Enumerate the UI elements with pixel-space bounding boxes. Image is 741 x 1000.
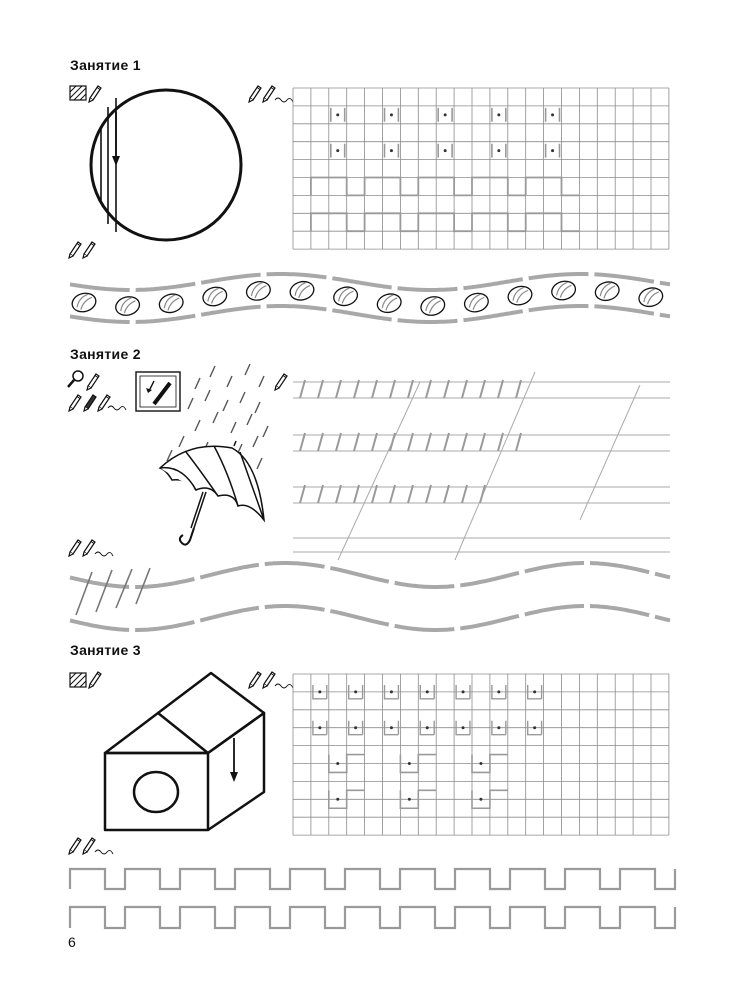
marker-icon — [84, 395, 96, 411]
pencil-icon — [69, 395, 81, 411]
wave-band-2 — [70, 563, 670, 630]
pencil-icon — [87, 374, 99, 390]
lesson-3-title: Занятие 3 — [70, 642, 141, 658]
pencil-icon — [263, 672, 275, 688]
magnifier-icon — [68, 371, 83, 387]
pencil-icon — [89, 86, 101, 102]
page-number: 6 — [68, 934, 76, 950]
meander-row-1 — [70, 869, 675, 889]
pencil-icon — [83, 242, 95, 258]
pencil-icon — [83, 540, 95, 556]
birdhouse-drawing — [105, 673, 264, 830]
grid-3 — [293, 674, 669, 835]
pencil-icon — [69, 838, 81, 854]
pencil-icon — [263, 86, 275, 102]
hatching-square-icon — [70, 673, 86, 687]
squiggle-mark — [275, 684, 293, 688]
lesson-2-title: Занятие 2 — [70, 346, 141, 362]
squiggle-mark — [275, 98, 293, 102]
pencil-icon — [249, 86, 261, 102]
pencil-icon — [69, 540, 81, 556]
squiggle-mark — [95, 850, 113, 854]
pencil-icon — [249, 672, 261, 688]
pencil-icon — [275, 374, 287, 390]
sample-stroke-box — [136, 372, 180, 411]
lesson-1-title: Занятие 1 — [70, 57, 141, 73]
grid-1 — [293, 88, 669, 249]
pencil-icon — [83, 838, 95, 854]
pencil-icon — [98, 395, 110, 411]
circle-shape — [91, 90, 241, 240]
pencil-icon — [89, 672, 101, 688]
meander-row-2 — [70, 907, 675, 928]
squiggle-mark — [95, 552, 113, 556]
pencil-icon — [69, 242, 81, 258]
wave-band-1 — [70, 274, 670, 322]
hatching-square-icon — [70, 86, 86, 100]
slant-writing-lines — [293, 372, 670, 560]
umbrella-drawing — [160, 441, 264, 545]
squiggle-mark — [108, 406, 126, 410]
